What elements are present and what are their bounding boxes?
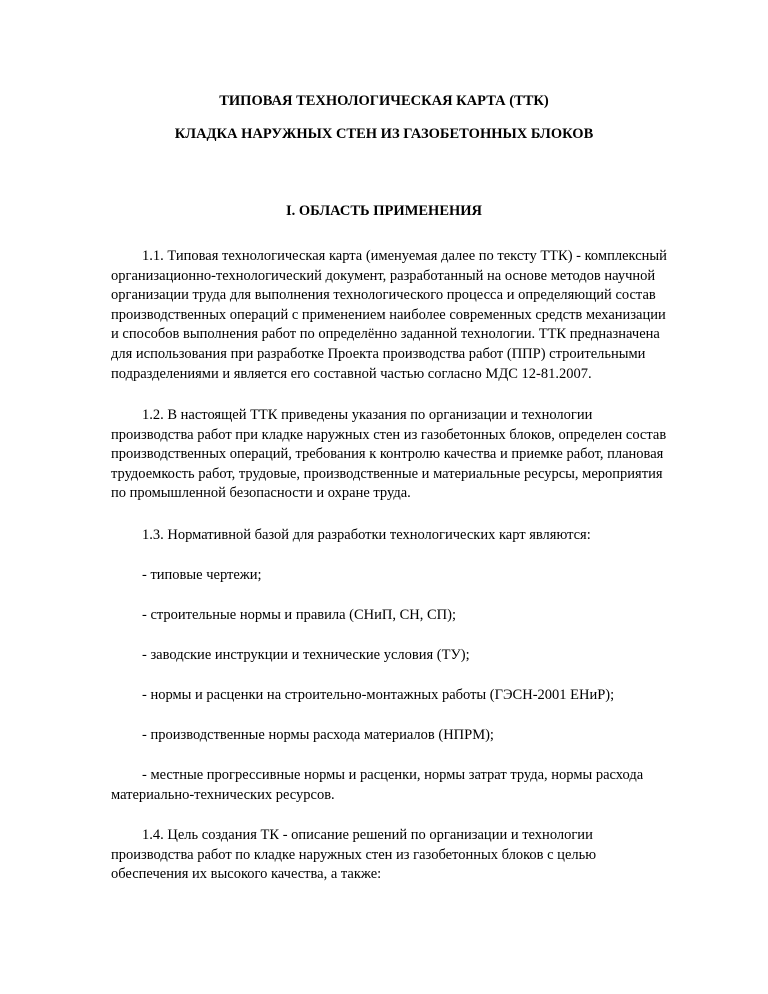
section-heading: I. ОБЛАСТЬ ПРИМЕНЕНИЯ	[285, 203, 483, 219]
paragraph-line: организации труда для выполнения технологического процесса и определяющий состав	[111, 287, 656, 304]
paragraph-line: производственных операций с применением наиболее современных средств механизации	[111, 306, 666, 323]
list-item-text: материально-технических ресурсов.	[111, 786, 335, 803]
paragraph-line: трудоемкость работ, трудовые, производственные и материальные ресурсы, мероприятия	[111, 465, 663, 482]
list-item-text: - нормы и расценки на строительно-монтажных работы (ГЭСН-2001 ЕНиР);	[142, 687, 615, 703]
list-item	[111, 566, 711, 586]
paragraph-1-1	[111, 247, 711, 384]
paragraph-line: 1.3. Нормативной базой для разработки технологических карт являются:	[142, 527, 591, 543]
list-item-text: - заводские инструкции и технические условия (ТУ);	[142, 647, 470, 663]
list-item-text: - типовые чертежи;	[142, 567, 262, 583]
paragraph-1-4	[111, 826, 711, 885]
list-item-text: - строительные нормы и правила (СНиП, СН, СП);	[142, 607, 457, 623]
list-item	[111, 766, 711, 805]
paragraph-line: производства работ по кладке наружных стен из газобетонных блоков с целью	[111, 846, 597, 863]
paragraph-line: подразделениями и является его составной частью согласно МДС 12-81.2007.	[111, 365, 592, 382]
paragraph-line: обеспечения их высокого качества, а также:	[111, 866, 382, 883]
paragraph-line: производственных операций, требования к контролю качества и приемке работ, плановая	[111, 446, 664, 463]
paragraph-line: по промышленной безопасности и охране труда.	[111, 485, 411, 502]
list-item-text: - производственные нормы расхода материалов (НПРМ);	[142, 727, 494, 743]
paragraph-1-2	[111, 406, 711, 504]
paragraph-line: и способов выполнения работ по определённо заданной технологии. ТТК предназначена	[111, 326, 660, 343]
document-subtitle: КЛАДКА НАРУЖНЫХ СТЕН ИЗ ГАЗОБЕТОННЫХ БЛОКОВ	[174, 126, 594, 142]
paragraph-1-3	[111, 526, 711, 546]
list-item	[111, 606, 711, 626]
list-item	[111, 686, 711, 706]
paragraph-line: 1.4. Цель создания ТК - описание решений по организации и технологии	[142, 827, 593, 843]
paragraph-line: 1.1. Типовая технологическая карта (именуемая далее по тексту ТТК) - комплексный	[142, 248, 667, 264]
paragraph-line: производства работ при кладке наружных стен из газобетонных блоков, определен состав	[111, 426, 667, 443]
paragraph-line: для использования при разработке Проекта производства работ (ППР) строительными	[111, 345, 646, 362]
paragraph-line: организационно-технологический документ, разработанный на основе методов научной	[111, 267, 656, 284]
document-title: ТИПОВАЯ ТЕХНОЛОГИЧЕСКАЯ КАРТА (ТТК)	[219, 93, 549, 109]
paragraph-line: 1.2. В настоящей ТТК приведены указания по организации и технологии	[142, 407, 593, 423]
list-item	[111, 726, 711, 746]
list-item-text: - местные прогрессивные нормы и расценки, нормы затрат труда, нормы расхода	[142, 767, 644, 783]
list-item	[111, 646, 711, 666]
